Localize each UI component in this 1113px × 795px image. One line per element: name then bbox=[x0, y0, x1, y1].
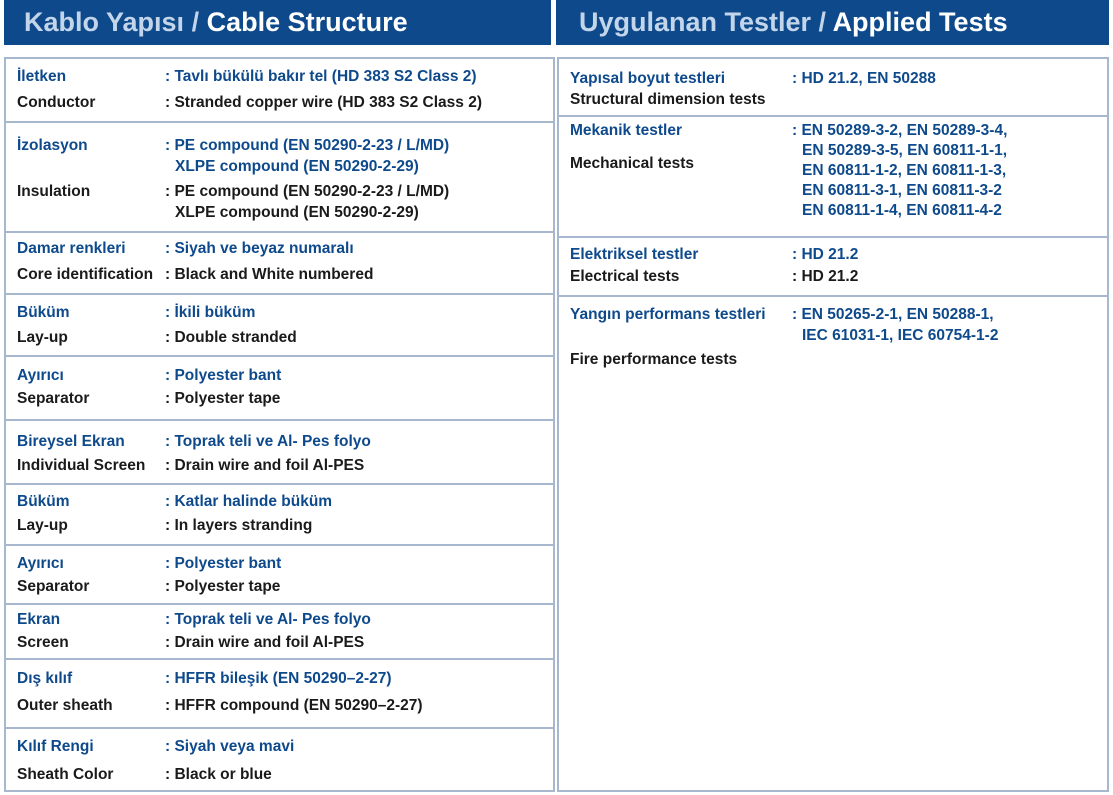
structure-en-label: Lay-up bbox=[17, 517, 68, 534]
structure-tr-label: Ekran bbox=[17, 611, 61, 628]
structure-row-individual-screen bbox=[6, 421, 553, 485]
structure-tr-value: : İkili büküm bbox=[165, 304, 256, 321]
structure-row-insulation bbox=[6, 123, 553, 233]
structure-en-label: Separator bbox=[17, 390, 90, 407]
test-value-line: IEC 61031-1, IEC 60754-1-2 bbox=[802, 327, 999, 344]
structure-row-layup-1 bbox=[6, 295, 553, 357]
structure-tr-value: : PE compound (EN 50290-2-23 / L/MD) bbox=[165, 137, 450, 154]
structure-en-label: Separator bbox=[17, 578, 90, 595]
structure-en-label: Screen bbox=[17, 634, 69, 651]
structure-en-value: : Drain wire and foil Al-PES bbox=[165, 457, 365, 474]
test-value-line: : HD 21.2, EN 50288 bbox=[792, 70, 936, 87]
structure-tr-label: Büküm bbox=[17, 304, 70, 321]
structure-tr-value: : Polyester bant bbox=[165, 555, 282, 572]
test-row-electrical bbox=[559, 238, 1107, 297]
test-value-line: EN 60811-3-1, EN 60811-3-2 bbox=[802, 182, 1002, 199]
test-en-value: : HD 21.2 bbox=[792, 268, 859, 285]
test-en-label: Structural dimension tests bbox=[570, 91, 766, 108]
structure-tr-value: : Toprak teli ve Al- Pes folyo bbox=[165, 433, 371, 450]
structure-en-value: : HFFR compound (EN 50290–2-27) bbox=[165, 697, 423, 714]
structure-tr-value: : Polyester bant bbox=[165, 367, 282, 384]
test-en-label: Fire performance tests bbox=[570, 351, 738, 368]
structure-en-value: : Drain wire and foil Al-PES bbox=[165, 634, 365, 651]
structure-tr-value: : Toprak teli ve Al- Pes folyo bbox=[165, 611, 371, 628]
test-value-line: : EN 50289-3-2, EN 50289-3-4, bbox=[792, 122, 1008, 139]
structure-en-value: : Black or blue bbox=[165, 766, 272, 783]
test-en-label: Electrical tests bbox=[570, 268, 680, 285]
structure-tr-label: İzolasyon bbox=[17, 137, 88, 154]
structure-en-value: : Polyester tape bbox=[165, 390, 281, 407]
structure-en-value: : PE compound (EN 50290-2-23 / L/MD) bbox=[165, 183, 450, 200]
applied-tests-panel bbox=[557, 57, 1109, 792]
structure-en-label: Individual Screen bbox=[17, 457, 146, 474]
cable-structure-header bbox=[4, 0, 551, 45]
structure-tr-value: : HFFR bileşik (EN 50290–2-27) bbox=[165, 670, 392, 687]
test-value-line: EN 60811-1-4, EN 60811-4-2 bbox=[802, 202, 1002, 219]
header-right-en: Applied Tests bbox=[832, 7, 1008, 37]
structure-en-value-2: XLPE compound (EN 50290-2-29) bbox=[175, 204, 419, 221]
structure-row-conductor bbox=[6, 59, 553, 123]
structure-en-label: Conductor bbox=[17, 94, 96, 111]
structure-row-layup-2 bbox=[6, 485, 553, 546]
test-tr-label: Elektriksel testler bbox=[570, 246, 699, 263]
structure-en-value: : Double stranded bbox=[165, 329, 297, 346]
structure-tr-value: : Katlar halinde büküm bbox=[165, 493, 333, 510]
structure-en-label: Sheath Color bbox=[17, 766, 114, 783]
test-tr-label: Mekanik testler bbox=[570, 122, 682, 139]
header-left-en: Cable Structure bbox=[206, 7, 408, 37]
structure-tr-label: Kılıf Rengi bbox=[17, 738, 94, 755]
test-value-line: : EN 50265-2-1, EN 50288-1, bbox=[792, 306, 994, 323]
header-left-tr: Kablo Yapısı / bbox=[24, 7, 200, 37]
structure-tr-label: İletken bbox=[17, 68, 67, 85]
test-tr-label: Yangın performans testleri bbox=[570, 306, 766, 323]
structure-tr-label: Bireysel Ekran bbox=[17, 433, 125, 450]
structure-en-label: Outer sheath bbox=[17, 697, 113, 714]
test-en-label: Mechanical tests bbox=[570, 155, 695, 172]
structure-tr-label: Büküm bbox=[17, 493, 70, 510]
structure-row-screen bbox=[6, 605, 553, 660]
structure-tr-label: Ayırıcı bbox=[17, 367, 64, 384]
structure-row-separator-1 bbox=[6, 357, 553, 421]
structure-tr-value: : Tavlı bükülü bakır tel (HD 383 S2 Class 2) bbox=[165, 68, 477, 85]
structure-en-value: : In layers stranding bbox=[165, 517, 313, 534]
test-row-mechanical bbox=[559, 117, 1107, 238]
applied-tests-header bbox=[556, 0, 1109, 45]
test-value-line: EN 50289-3-5, EN 60811-1-1, bbox=[802, 142, 1008, 159]
structure-en-value: : Black and White numbered bbox=[165, 266, 374, 283]
cable-structure-panel bbox=[4, 57, 555, 792]
test-value-line: EN 60811-1-2, EN 60811-1-3, bbox=[802, 162, 1007, 179]
structure-tr-label: Dış kılıf bbox=[17, 670, 73, 687]
structure-en-value: : Polyester tape bbox=[165, 578, 281, 595]
structure-row-sheath-color bbox=[6, 729, 553, 790]
test-row-fire-performance bbox=[559, 297, 1107, 790]
structure-row-separator-2 bbox=[6, 546, 553, 605]
structure-tr-value: : Siyah ve beyaz numaralı bbox=[165, 240, 354, 257]
structure-row-core-identification bbox=[6, 233, 553, 295]
structure-en-value: : Stranded copper wire (HD 383 S2 Class 2) bbox=[165, 94, 482, 111]
structure-en-label: Insulation bbox=[17, 183, 91, 200]
structure-en-label: Core identification bbox=[17, 266, 154, 283]
structure-tr-value: : Siyah veya mavi bbox=[165, 738, 295, 755]
test-tr-label: Yapısal boyut testleri bbox=[570, 70, 726, 87]
structure-tr-label: Damar renkleri bbox=[17, 240, 126, 257]
test-row-structural bbox=[559, 59, 1107, 117]
structure-en-label: Lay-up bbox=[17, 329, 68, 346]
test-value-line: : HD 21.2 bbox=[792, 246, 859, 263]
structure-row-outer-sheath bbox=[6, 660, 553, 729]
structure-tr-value-2: XLPE compound (EN 50290-2-29) bbox=[175, 158, 419, 175]
structure-tr-label: Ayırıcı bbox=[17, 555, 64, 572]
header-right-tr: Uygulanan Testler / bbox=[579, 7, 827, 37]
